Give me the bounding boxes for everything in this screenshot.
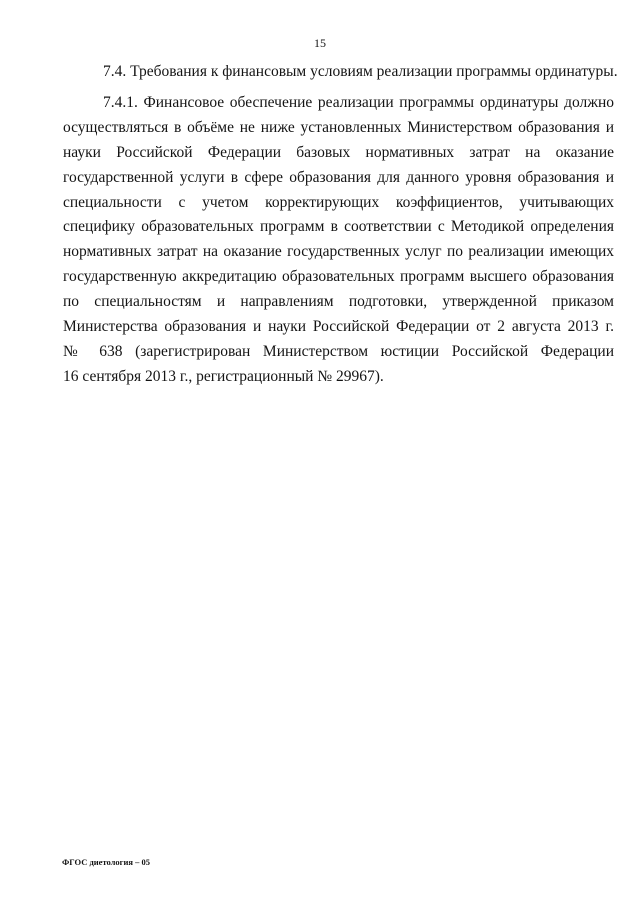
paragraph-line: специальности с учетом корректирующих коэффициентов, учитывающих	[63, 193, 614, 211]
paragraph-line: № 638 (зарегистрирован Министерством юстиции Российской Федерации	[63, 342, 614, 360]
document-footer: ФГОС диетология – 05	[62, 857, 151, 867]
paragraph-line: нормативных затрат на оказание государственных услуг по реализации имеющих	[63, 243, 614, 261]
paragraph-line: Министерства образования и науки Российской Федерации от 2 августа 2013 г.	[63, 318, 614, 336]
paragraph-line: государственную аккредитацию образовательных программ высшего образования	[63, 268, 614, 286]
page-number: 15	[314, 36, 326, 50]
paragraph-line: государственной услуги в сфере образования для данного уровня образования и	[63, 168, 614, 186]
paragraph-line: по специальностям и направлениям подготовки, утвержденной приказом	[63, 293, 614, 311]
paragraph-line: осуществляться в объёме не ниже установленных Министерством образования и	[63, 118, 614, 136]
paragraph-line: науки Российской Федерации базовых нормативных затрат на оказание	[63, 143, 614, 161]
paragraph-line: 7.4.1. Финансовое обеспечение реализации программы ординатуры должно	[103, 94, 614, 111]
section-heading: 7.4. Требования к финансовым условиям реализации программы ординатуры.	[103, 63, 618, 80]
body-paragraph	[63, 91, 614, 390]
paragraph-line: специфику образовательных программ в соответствии с Методикой определения	[63, 218, 614, 236]
paragraph-line: 16 сентября 2013 г., регистрационный № 29967).	[63, 367, 384, 385]
